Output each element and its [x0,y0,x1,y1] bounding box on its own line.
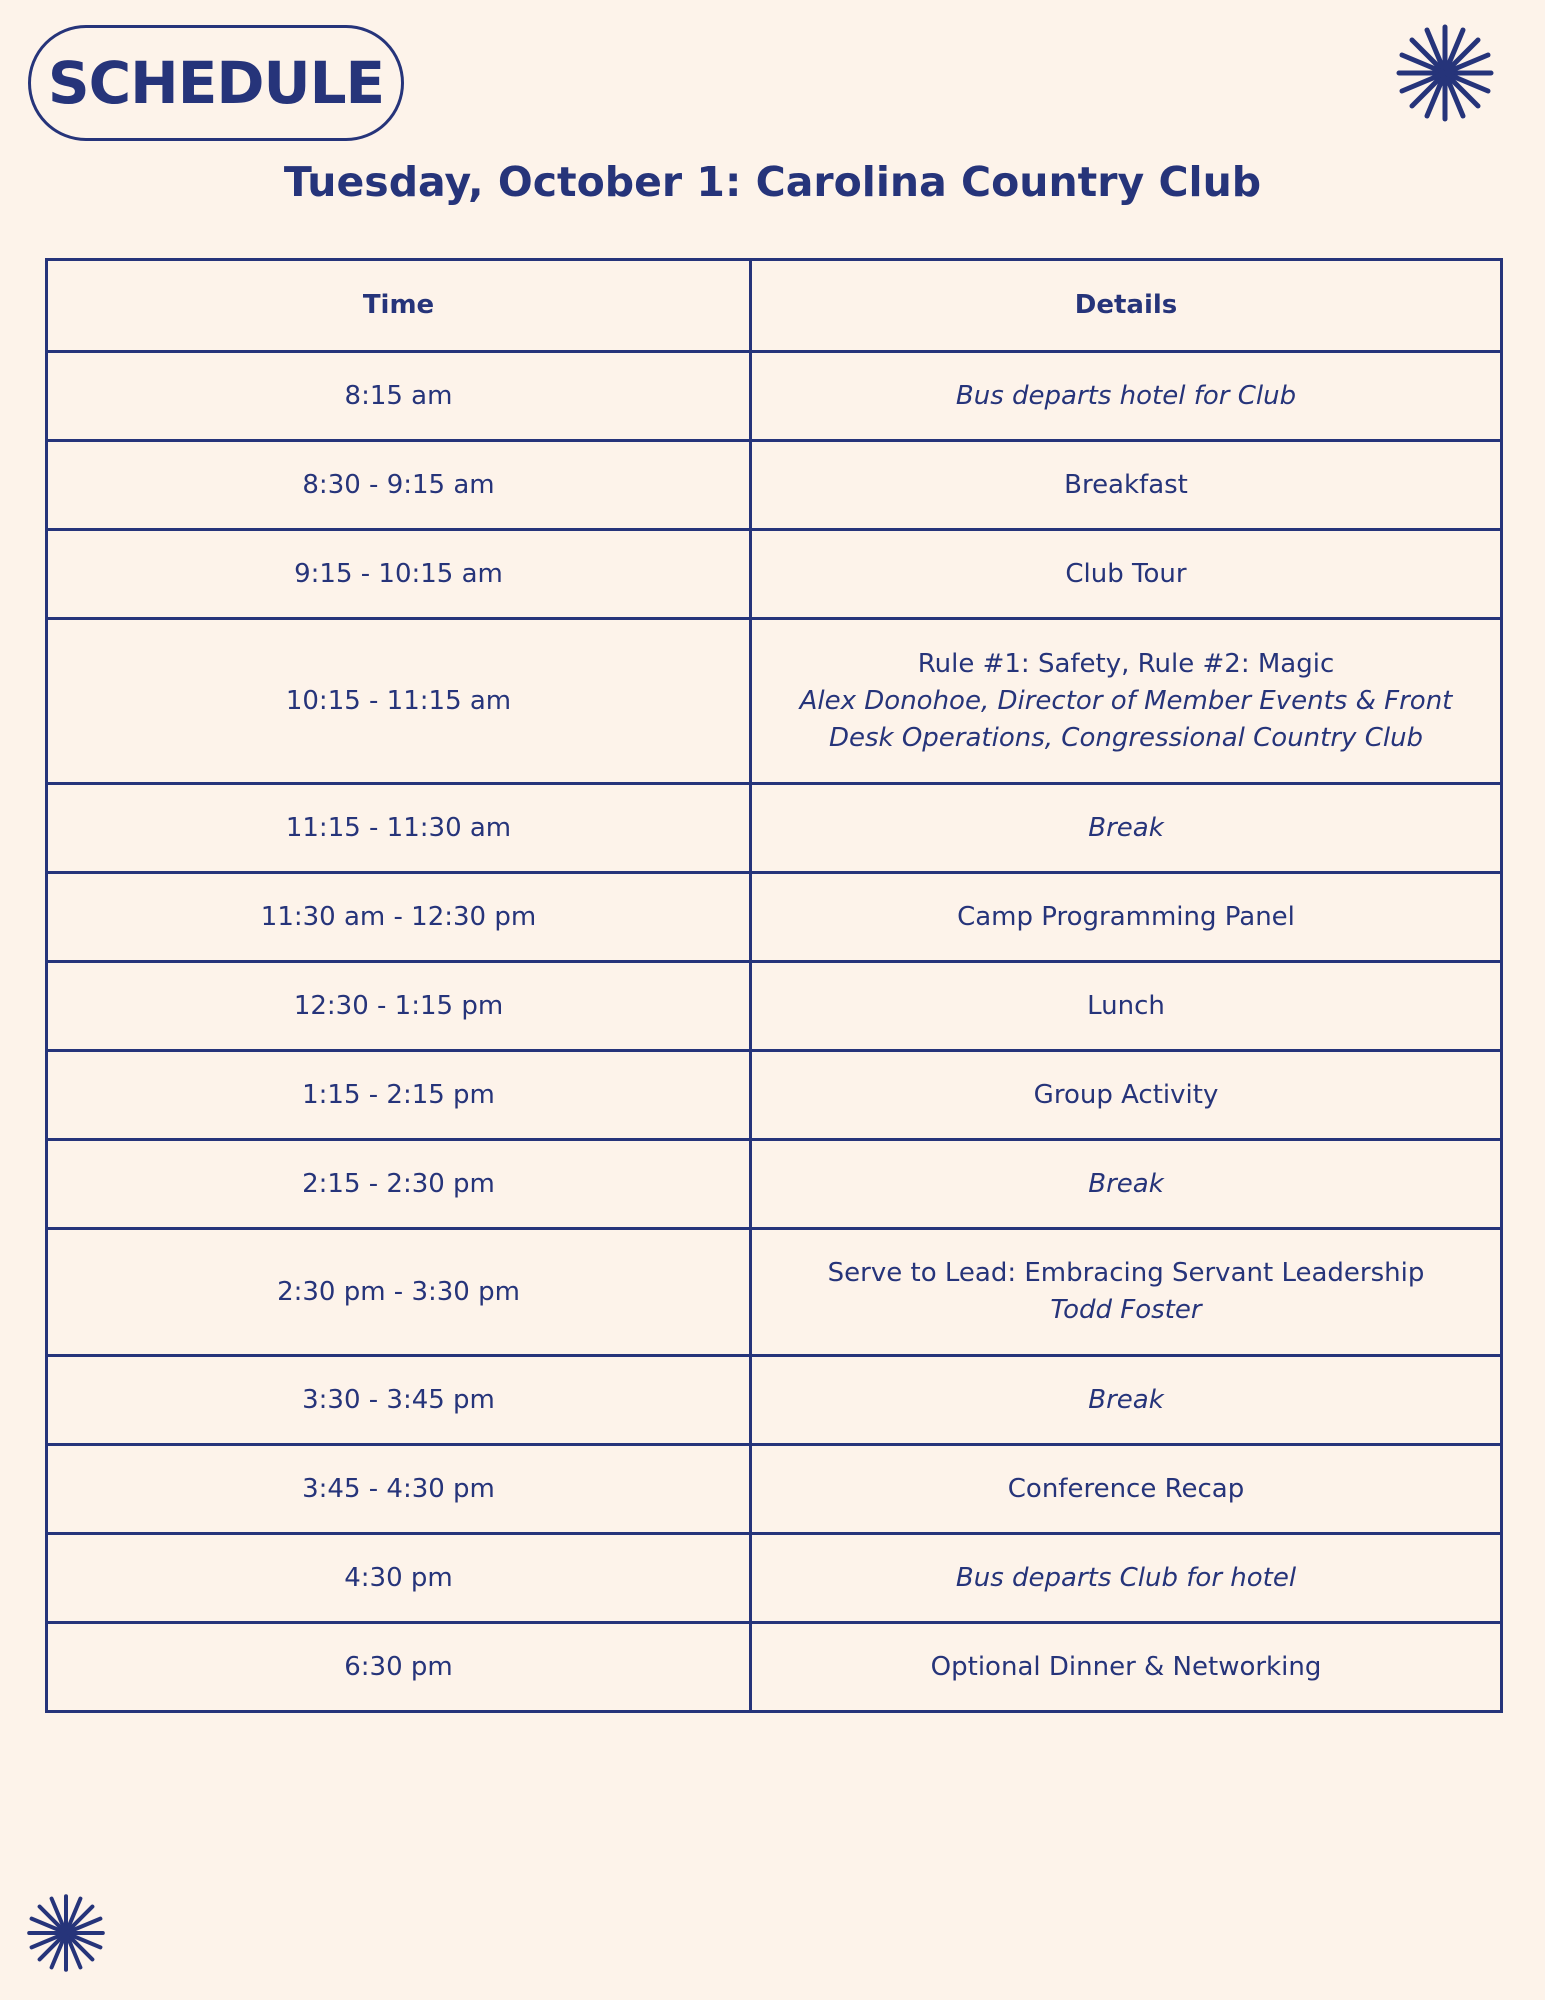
table-row [47,619,1502,784]
table-row [47,1356,1502,1445]
details-cell [751,441,1502,530]
speaker-name: Alex Donohoe, Director of Member Events & Front Desk Operations, Congressional Country Club [799,685,1453,753]
details-cell [751,1051,1502,1140]
table-row [47,1051,1502,1140]
details-text: Break [1088,1168,1164,1199]
table-row [47,1140,1502,1229]
time-cell: 3:45 - 4:30 pm [47,1445,751,1534]
details-cell [751,1229,1502,1356]
time-cell: 3:30 - 3:45 pm [47,1356,751,1445]
details-text: Optional Dinner & Networking [930,1651,1322,1682]
speaker-name: Todd Foster [1050,1295,1202,1325]
table-row [47,352,1502,441]
starburst-icon [26,1893,106,1973]
time-cell: 11:30 am - 12:30 pm [47,873,751,962]
details-cell [751,1623,1502,1712]
table-row [47,441,1502,530]
time-cell: 10:15 - 11:15 am [47,619,751,784]
schedule-table [45,258,1503,1713]
session-title: Rule #1: Safety, Rule #2: Magic [917,648,1335,679]
session-title: Serve to Lead: Embracing Servant Leadership [827,1258,1425,1288]
time-cell: 2:15 - 2:30 pm [47,1140,751,1229]
column-header-details: Details [751,260,1502,352]
table-row [47,1623,1502,1712]
time-cell: 12:30 - 1:15 pm [47,962,751,1051]
details-text: Breakfast [1064,469,1188,500]
details-cell [751,1356,1502,1445]
starburst-icon [1395,23,1495,123]
schedule-badge: SCHEDULE [28,25,404,141]
details-cell [751,352,1502,441]
details-cell [751,619,1502,784]
details-text: Conference Recap [1007,1473,1245,1504]
table-row [47,962,1502,1051]
table-header-row [47,260,1502,352]
details-cell [751,784,1502,873]
details-text: Break [1088,1384,1164,1415]
details-text: Bus departs hotel for Club [955,380,1297,411]
time-cell: 2:30 pm - 3:30 pm [47,1229,751,1356]
details-cell [751,1140,1502,1229]
page-title: Tuesday, October 1: Carolina Country Club [283,158,1262,206]
time-cell: 4:30 pm [47,1534,751,1623]
table-row [47,1445,1502,1534]
details-text: Club Tour [1065,558,1187,589]
details-text: Camp Programming Panel [957,901,1295,932]
details-text: Lunch [1087,990,1165,1021]
details-cell [751,530,1502,619]
table-row [47,1229,1502,1356]
time-cell: 9:15 - 10:15 am [47,530,751,619]
time-cell: 8:30 - 9:15 am [47,441,751,530]
table-row [47,1534,1502,1623]
details-cell [751,962,1502,1051]
table-row [47,873,1502,962]
table-row [47,530,1502,619]
time-cell: 8:15 am [47,352,751,441]
column-header-time: Time [47,260,751,352]
time-cell: 1:15 - 2:15 pm [47,1051,751,1140]
details-cell [751,1445,1502,1534]
details-text: Bus departs Club for hotel [955,1562,1297,1593]
time-cell: 11:15 - 11:30 am [47,784,751,873]
time-cell: 6:30 pm [47,1623,751,1712]
details-cell [751,873,1502,962]
details-text: Break [1088,812,1164,843]
table-row [47,784,1502,873]
details-cell [751,1534,1502,1623]
details-text: Group Activity [1033,1079,1219,1110]
